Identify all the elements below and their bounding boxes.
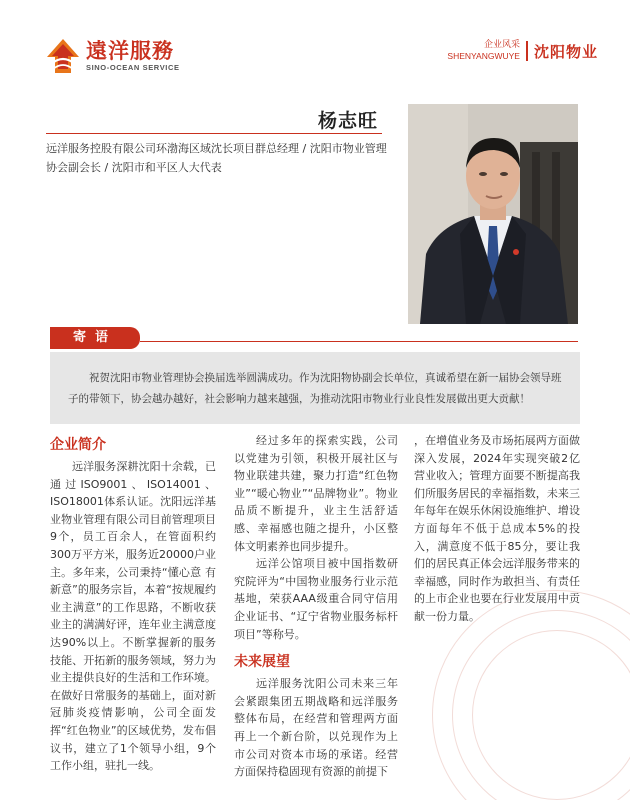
text-column-2 — [234, 432, 398, 781]
intro-paragraph-3: 远洋公馆项目被中国指数研究院评为“中国物业服务行业示范基地，荣获AAA级重合同守信用企业证书、“辽宁省物业服务标杆项目”等称号。 — [234, 557, 398, 641]
section-header — [447, 40, 598, 62]
intro-paragraph-2: 经过多年的探索实践，公司以党建为引领，积极开展社区与物业联建共建，聚力打造“红色物业”“暖心物业”“品牌物业”。物业品质不断提升，业主生活舒适感、幸福感也随之提升，小区整体文明素养也同步提升。 — [234, 434, 398, 553]
portrait-illustration — [408, 104, 578, 324]
city-label: 沈阳物业 — [533, 42, 598, 61]
intro-heading: 企业简介 — [50, 437, 106, 453]
section-label-cn: 企业风采 — [483, 40, 520, 50]
person-name: 杨志旺 — [318, 110, 379, 132]
message-divider — [140, 341, 578, 342]
message-text: 祝贺沈阳市物业管理协会换届选举圆满成功。作为沈阳物协副会长单位，真诚希望在新一届协会领导班子的带领下，协会越办越好，社会影响力越来越强，为推动沈阳市物业行业良性发展做出更大贡献！ — [50, 352, 580, 424]
future-paragraph-1-continued: ，在增值业务及市场拓展两方面做深入发展，2024年实现突破2亿营业收入；管理方面要不断提高我们所服务居民的幸福指数，未来三年每年在娱乐休闲设施维护、增设方面每年不低于总成本5%的投入，满意度不低于85分，要让我们的居民真正体会远洋服务带来的幸福感，同时作为敢担当、有责任的上市企业也要在行业发展用中贡献一份力量。 — [414, 434, 580, 623]
sino-ocean-logo-icon — [46, 38, 80, 74]
company-logo — [46, 38, 180, 74]
header-divider — [526, 41, 528, 61]
text-column-1 — [50, 432, 216, 775]
person-title: 远洋服务控股有限公司环渤海区域沈长项目群总经理 / 沈阳市物业管理协会副会长 / 沈阳市和平区人大代表 — [46, 142, 387, 174]
text-column-3 — [414, 432, 580, 626]
section-label-en: SHENYANGWUYE — [447, 51, 520, 61]
future-paragraph-1: 远洋服务沈阳公司未来三年会紧跟集团五期战略和远洋服务整体布局，在经营和管理两方面再上一个新台阶，以兑现作为上市公司对资本市场的承诺。经营方面保持稳固现有资源的前提下 — [234, 677, 398, 779]
message-tag: 寄语 — [50, 327, 140, 349]
logo-english-name: SINO-OCEAN SERVICE — [86, 63, 180, 72]
logo-chinese-name: 遠洋服務 — [86, 39, 174, 63]
portrait-photo — [408, 104, 578, 324]
name-divider — [46, 133, 382, 134]
decorative-circle — [472, 630, 630, 800]
intro-paragraph-1: 远洋服务深耕沈阳十余载，已通过ISO9001、ISO14001、ISO18001体系认证。沈阳远洋基业物业管理有限公司目前管理项目9个，员工百余人，在管面积约300万平方米，服务近20000户业主。多年来，公司秉持“懂心意 有新意”的服务宗旨，本着“按规履约 业主满意”的工作思路，不断收获业主的满满好评，连年业主满意度达90%以上。不断掌握新的服务技能、开拓新的服务领域，努力为业主提供良好的生活和工作环境。在做好日常服务的基础上，面对新冠肺炎疫情影响，公司全面发挥“红色物业”的区域优势，发布倡议书，建立了1个领导小组，9个工作小组，驻扎一线。 — [50, 460, 216, 773]
future-heading: 未来展望 — [234, 654, 290, 671]
